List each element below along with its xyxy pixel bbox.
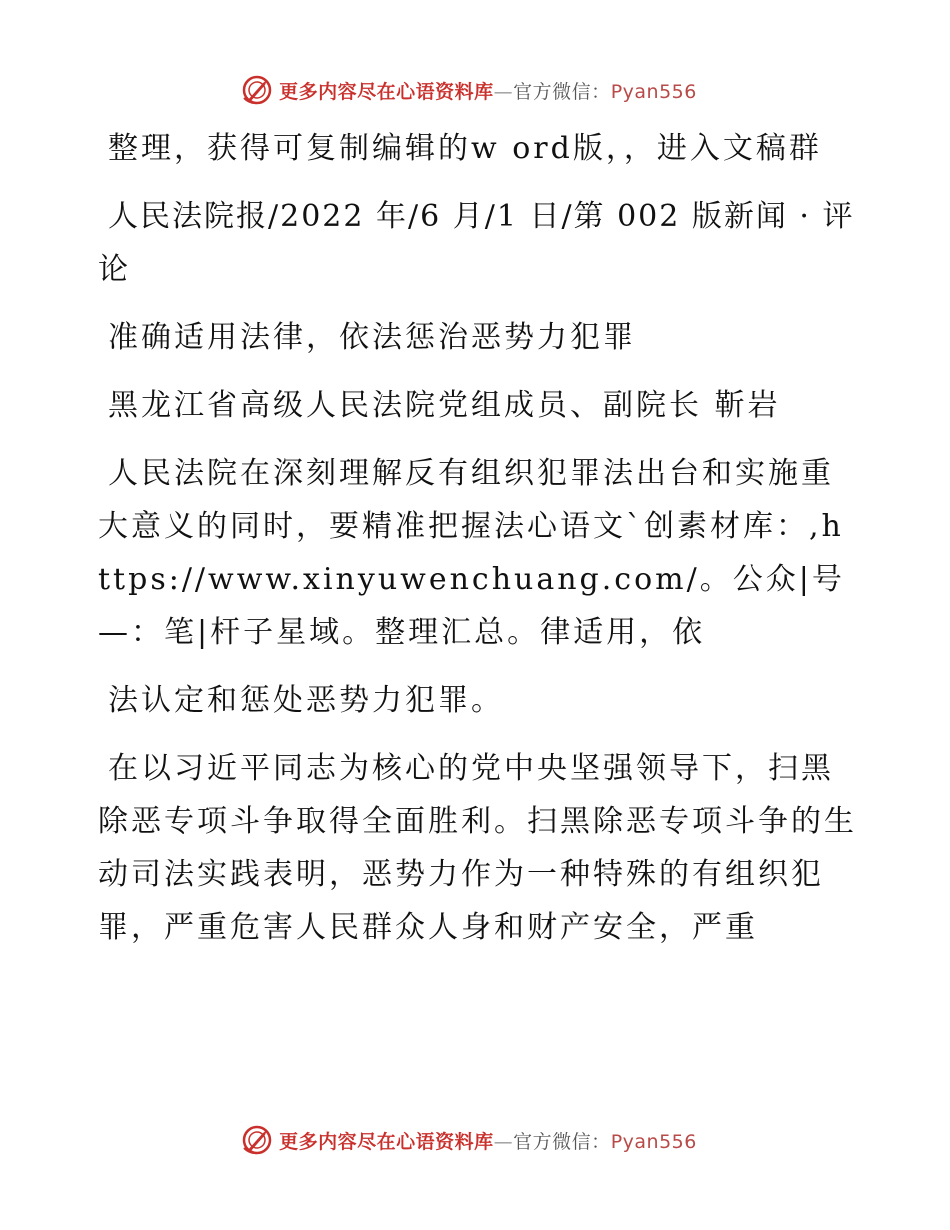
pen-logo-icon — [241, 1124, 273, 1156]
watermark-group — [241, 1124, 697, 1156]
paragraph-body-3: 在以习近平同志为核心的党中央坚强领导下，扫黑除恶专项斗争取得全面胜利。扫黑除恶专项斗争的生动司法实践表明，恶势力作为一种特殊的有组织犯罪，严重危害人民群众人身和财产安全，严重 — [98, 751, 857, 945]
watermark-dash: — — [493, 80, 514, 103]
watermark-sub-text: 官方微信： — [513, 80, 611, 103]
watermark-dash: — — [493, 1130, 514, 1153]
paragraph-body-2: 法认定和惩处恶势力犯罪。 — [108, 683, 504, 718]
watermark-wechat-id: Pyan556 — [610, 80, 697, 103]
watermark-text — [279, 1127, 697, 1154]
watermark-main-text: 更多内容尽在心语资料库 — [279, 80, 494, 103]
article-title: 准确适用法律，依法惩治恶势力犯罪 — [108, 320, 636, 355]
paragraph-intro: 整理，获得可复制编辑的w ord版，，进入文稿群 — [108, 131, 822, 166]
watermark-group — [241, 74, 697, 106]
watermark-text — [279, 77, 697, 104]
pen-logo-icon — [241, 74, 273, 106]
paragraph-body-1: 人民法院在深刻理解反有组织犯罪法出台和实施重大意义的同时，要精准把握法心语文`创素材库：,https://www.xinyuwenchuang.com/。公众|号—：笔|杆子星域。整理汇总。律适用，依 — [98, 456, 845, 650]
watermark-main-text: 更多内容尽在心语资料库 — [279, 1130, 494, 1153]
footer-watermark — [0, 1118, 950, 1162]
watermark-wechat-id: Pyan556 — [610, 1130, 697, 1153]
watermark-sub-text: 官方微信： — [513, 1130, 611, 1153]
document-body — [98, 122, 858, 954]
paragraph-source: 人民法院报/2022 年/6 月/1 日/第 002 版新闻 · 评论 — [98, 199, 855, 287]
article-author: 黑龙江省高级人民法院党组成员、副院长 靳岩 — [108, 388, 781, 423]
header-watermark — [0, 68, 950, 112]
